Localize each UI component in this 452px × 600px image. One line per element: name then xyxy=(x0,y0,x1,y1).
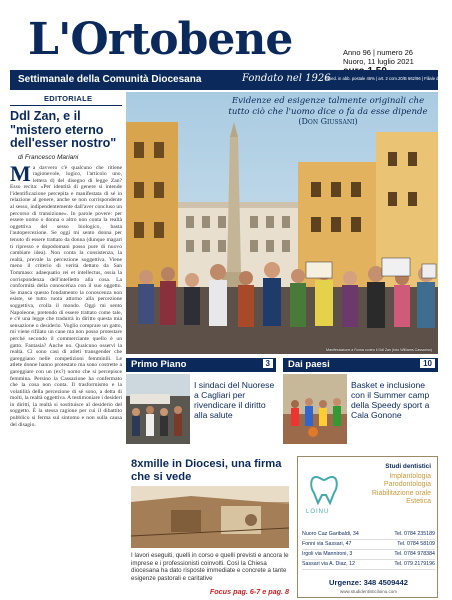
ad-website-link[interactable]: www.studidentisticiloinu.com xyxy=(339,589,398,594)
office-address: Nuoro Caz Garibaldi, 34 xyxy=(302,531,359,537)
service-item: Parodontologia xyxy=(383,481,431,489)
primo-piano-box[interactable] xyxy=(126,358,276,450)
otto-mille-article[interactable] xyxy=(126,456,293,598)
office-phone[interactable]: Tel. 0784 235189 xyxy=(394,531,435,537)
quote-text: Evidenze ed esigenze talmente originali che tutto ciò che l'uomo dice o fa da esse dipende xyxy=(228,96,428,117)
dental-advertisement[interactable] xyxy=(297,456,438,598)
masthead-subtitle: Settimanale della Comunità Diocesana xyxy=(18,74,202,85)
office-address: Fonni via Sassari, 47 xyxy=(302,541,352,547)
urgent-phone[interactable]: Urgenze: 348 4509442 xyxy=(329,578,408,587)
quote-source: (Don Giussani) xyxy=(298,117,358,126)
section-label: Dai paesi xyxy=(288,359,330,370)
section-label: Primo Piano xyxy=(131,359,187,370)
service-item: Estetica xyxy=(406,498,431,506)
ad-header: Studi dentistici xyxy=(385,463,431,470)
editorial-tag: EDITORIALE xyxy=(10,92,122,106)
otto-mille-text: I lavori eseguiti, quelli in corso e quelli previsti e ancora le imprese e i professionisti coinvolti. Così la Chiesa diocesana ha dato risposte immediate e concrete a tante esigenze pastorali e caritative xyxy=(131,552,289,582)
otto-mille-title: 8xmille in Diocesi, una firma che si vede xyxy=(131,458,282,483)
focus-page-ref[interactable]: Focus pag. 6-7 e pag. 8 xyxy=(209,587,289,596)
office-phone[interactable]: Tel. 079 2179196 xyxy=(394,561,435,567)
drop-cap: M xyxy=(10,160,31,186)
page-number-badge: 3 xyxy=(263,359,273,368)
page-number-badge: 10 xyxy=(420,359,435,368)
otto-mille-photo xyxy=(131,486,289,548)
primo-piano-photo xyxy=(126,374,190,444)
masthead xyxy=(10,6,452,90)
editorial-text: a davvero c'è qualcuno che ritiene ragionevole, logico, l'articolo uno, lettera d) del disegno di legge Zan? Esso recita: «Per identità di genere si intende l'identificazione percepita e manifestata di sé in relazione al genere, anche se non corrispondente al sesso, indipendentemente dall'aver concluso un percorso di transizione». In parole povere: per essere uomo o donna o altro non conta la realtà oggettiva del sesso biologico, basta l'autopercezione. Se oggi mi sento donna per tenuto di essere trattato da donna (dunque magari ti ripresso e dopodomani posso pure di nuovo cambiare idea). Non conta la consistenza, la realtà, prevale la percezione soggettiva. Viene meno il criterio di verità dettato da San Tommaso: adaequatio rei et intellectus, ossia la corrispondenza dell'intelletto alla cosa. La conformità della conoscenza con il suo oggetto. Se manca questo fondamento la conoscenza non esiste, se tutto ruota attorno alla percezione soggettiva, crolla il mondo. Oggi mi sento Napoleone, pretendo di essere trattato come tale, e c'è una legge che tradurrà in diritto questa mia sensazione o desiderio. Voglio comprare un gatto, mi viene rifilato un cane ma non posso protestare perché secondo il commerciante quello è un gatto. Fantasia? Anche no. Qualcuno osservi la realtà. Ci sono casi di atleti transgender che gareggiano nelle competizioni femminili. Le atlete donne hanno protestato ma sono costrette a gareggiare con un (ex?) uomo che si percepisce femmina. Persino la Cassazione ha confermato che la cosa non conta. Il trasformismo e la volatilità della percezione di sé sono, a detta di molti, la realtà oggettiva. A testimoniare i desideri in diritti, la realtà si sostituisce al desiderio del soggetto. È la stessa ragione per cui il dibattito pubblico si ferma sul sintomo e non sulla causa del disagio. xyxy=(10,164,122,428)
office-phone[interactable]: Tel. 0784 58109 xyxy=(397,541,435,547)
dai-paesi-box[interactable] xyxy=(283,358,438,450)
office-row xyxy=(302,550,435,560)
editorial-title[interactable]: Ddl Zan, e il "mistero eterno dell'esser nostro" xyxy=(10,109,117,150)
primo-piano-header xyxy=(126,358,276,372)
ad-offices-list xyxy=(302,530,435,570)
ad-brand-name: LOINU xyxy=(306,509,330,515)
office-row xyxy=(302,540,435,550)
service-item: Implantologia xyxy=(389,473,431,480)
editorial-author: di Francesco Mariani xyxy=(18,153,79,161)
founded-year: Fondato nel 1926 xyxy=(242,73,331,84)
newspaper-logo[interactable]: L'Ortobene xyxy=(28,14,293,65)
dai-paesi-headline: Basket e inclusione con il Summer camp della Speedy sport a Cala Gonone xyxy=(351,380,430,420)
tooth-logo-icon xyxy=(306,473,348,507)
editorial-column[interactable] xyxy=(10,92,122,592)
ad-services-list xyxy=(361,473,431,507)
issue-date: Nuoro, 11 luglio 2021 xyxy=(343,57,414,66)
cover-photo[interactable] xyxy=(126,92,438,354)
office-row xyxy=(302,530,435,540)
issue-number: Anno 96 | numero 26 xyxy=(343,48,413,57)
office-address: Sassari via A. Diaz, 12 xyxy=(302,561,355,567)
office-address: Irgoli via Mannironi, 3 xyxy=(302,551,353,557)
dai-paesi-header xyxy=(283,358,438,372)
office-row xyxy=(302,560,435,570)
postal-info: Sped. in abb. postale 45% | art. 2 com.20/B 662/96 | Filiale di Nuoro xyxy=(326,76,452,81)
masthead-bar xyxy=(10,70,452,90)
cover-quote xyxy=(228,96,428,128)
office-phone[interactable]: Tel. 0784 978384 xyxy=(394,551,435,557)
primo-piano-headline: I sindaci del Nuorese a Cagliari per rivendicare il diritto alla salute xyxy=(194,380,275,420)
service-item: Riabilitazione orale xyxy=(371,489,431,497)
crowd-scene-image xyxy=(126,92,438,354)
editorial-body xyxy=(10,160,122,429)
dai-paesi-photo xyxy=(283,374,347,444)
photo-caption: Manifestazione a Roma contro il Ddl Zan (foto Williams Cassarino) xyxy=(326,348,432,352)
